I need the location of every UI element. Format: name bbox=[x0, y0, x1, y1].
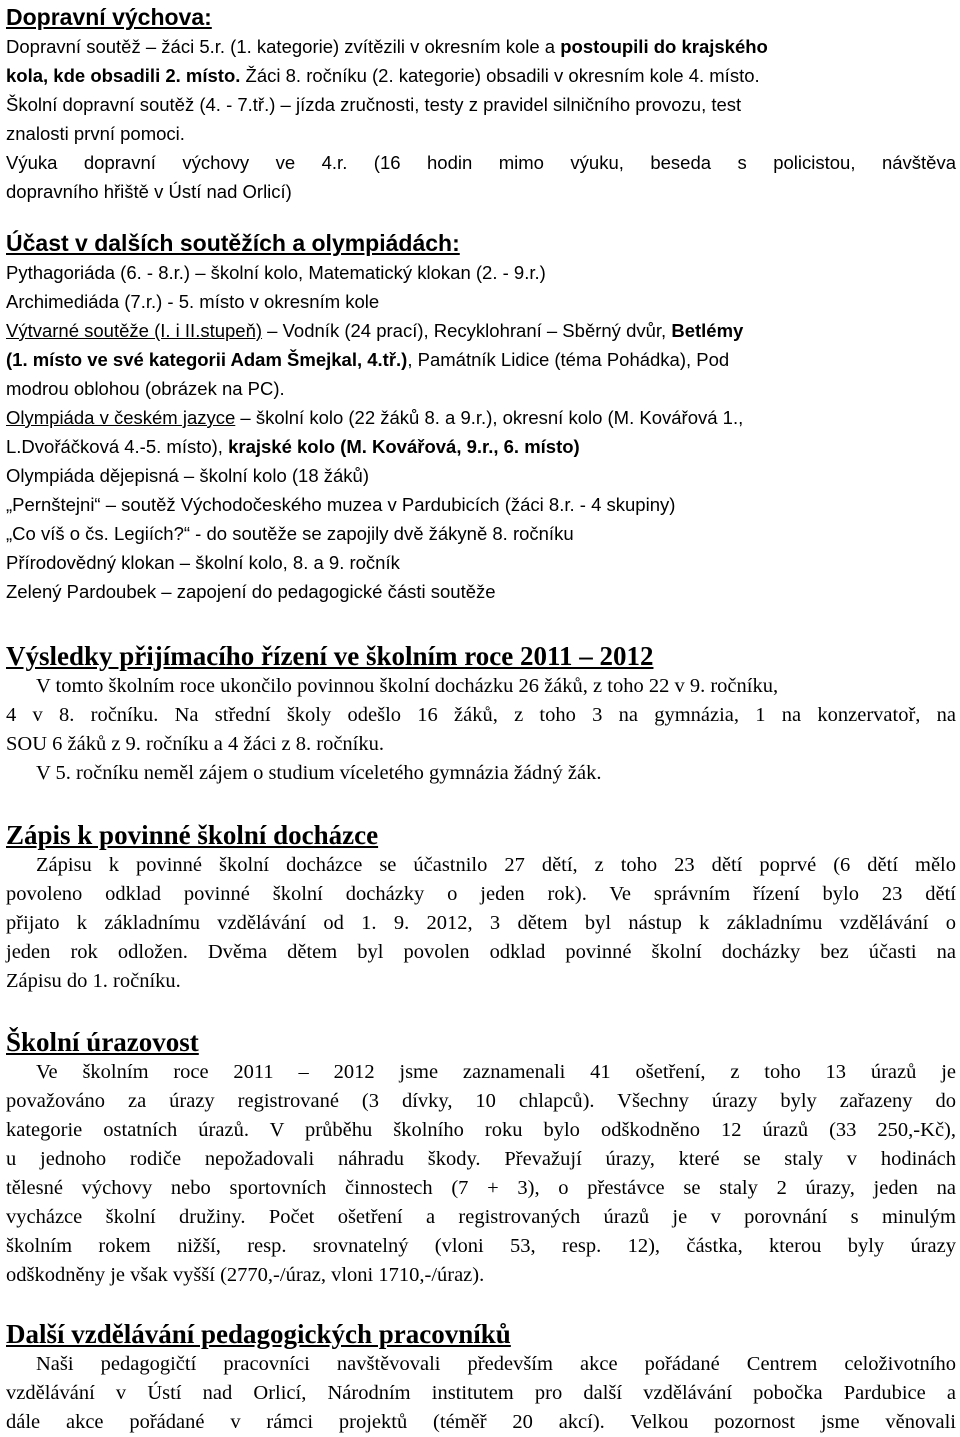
text-line: přijato k základnímu vzdělávání od 1. 9. 2012, 3 dětem byl nástup k základnímu vzdělávání o bbox=[6, 912, 956, 934]
text-line: V tomto školním roce ukončilo povinnou školní docházku 26 žáků, z toho 22 v 9. ročníku, bbox=[36, 675, 779, 697]
text-line: modrou oblohou (obrázek na PC). bbox=[6, 378, 285, 399]
text-line: kategorie ostatních úrazů. V průběhu školního roku bylo odškodněno 12 úrazů (33 250,-Kč), bbox=[6, 1119, 956, 1141]
text-line: dále akce pořádané v rámci projektů (téměř 20 akcí). Velkou pozornost jsme věnovali bbox=[6, 1411, 956, 1433]
text-line: Olympiáda v českém jazyce – školní kolo (22 žáků 8. a 9.r.), okresní kolo (M. Kovářová 1., bbox=[6, 407, 744, 428]
section-title: Školní úrazovost bbox=[6, 1027, 199, 1057]
text-line: kola, kde obsadili 2. místo. Žáci 8. ročníku (2. kategorie) obsadili v okresním kole 4. místo. bbox=[6, 65, 760, 86]
text-line: Naši pedagogičtí pracovníci navštěvovali především akce pořádané Centrem celoživotního bbox=[36, 1353, 956, 1375]
text-line: 4 v 8. ročníku. Na střední školy odešlo 16 žáků, z toho 3 na gymnázia, 1 na konzervatoř, na bbox=[6, 704, 956, 726]
section-title: Zápis k povinné školní docházce bbox=[6, 820, 379, 850]
text-line: Výuka dopravní výchovy ve 4.r. (16 hodin mimo výuku, beseda s policistou, návštěva bbox=[6, 152, 956, 173]
text-line: Ve školním roce 2011 – 2012 jsme zaznamenali 41 ošetření, z toho 13 úrazů je bbox=[36, 1061, 956, 1083]
text-line: vycházce školní družiny. Počet ošetření a registrovaných úrazů je v porovnání s minulým bbox=[6, 1206, 956, 1228]
section-title: Další vzdělávání pedagogických pracovníků bbox=[6, 1319, 511, 1349]
section-vzdelavani bbox=[6, 1318, 956, 1437]
text-line: Přírodovědný klokan – školní kolo, 8. a 9. ročník bbox=[6, 552, 400, 573]
text-line: školním rokem nižší, resp. srovnatelný (vloni 53, resp. 12), částka, kterou byly úrazy bbox=[6, 1235, 956, 1257]
text-line: Zápisu do 1. ročníku. bbox=[6, 970, 181, 992]
text-line: znalosti první pomoci. bbox=[6, 123, 185, 144]
section-title: Účast v dalších soutěžích a olympiádách: bbox=[6, 230, 460, 256]
text-line: jeden rok odložen. Dvěma dětem byl povolen odklad povinné školní docházky bez účasti na bbox=[6, 941, 956, 963]
text-line: Olympiáda dějepisná – školní kolo (18 žáků) bbox=[6, 465, 369, 486]
text-line: (1. místo ve své kategorii Adam Šmejkal, 4.tř.), Památník Lidice (téma Pohádka), Pod bbox=[6, 349, 730, 370]
text-line: V 5. ročníku neměl zájem o studium víceletého gymnázia žádný žák. bbox=[36, 762, 602, 784]
text-line: Pythagoriáda (6. - 8.r.) – školní kolo, Matematický klokan (2. - 9.r.) bbox=[6, 262, 546, 283]
text-line: u jednoho rodiče nepožadovali náhradu škody. Převažují úrazy, které se staly v hodinách bbox=[6, 1148, 956, 1170]
text-line: vzdělávání v Ústí nad Orlicí, Národním institutem pro další vzdělávání pobočka Pardubice a bbox=[6, 1382, 956, 1404]
text-line: považováno za úrazy registrované (3 dívky, 10 chlapců). Všechny úrazy byly zařazeny do bbox=[6, 1090, 956, 1112]
text-line: SOU 6 žáků z 9. ročníku a 4 žáci z 8. ročníku. bbox=[6, 733, 384, 755]
section-ucast bbox=[6, 228, 956, 606]
text-line: „Pernštejni“ – soutěž Východočeského muzea v Pardubicích (žáci 8.r. - 4 skupiny) bbox=[6, 494, 676, 515]
text-line: Archimediáda (7.r.) - 5. místo v okresním kole bbox=[6, 291, 380, 312]
text-line: dopravního hřiště v Ústí nad Orlicí) bbox=[6, 181, 292, 202]
text-line: povoleno odklad povinné školní docházky o jeden rok). Ve správním řízení bylo 23 dětí bbox=[6, 883, 956, 905]
section-zapis bbox=[6, 819, 956, 996]
text-line: L.Dvořáčková 4.-5. místo), krajské kolo (M. Kovářová, 9.r., 6. místo) bbox=[6, 436, 580, 457]
section-vysledky bbox=[6, 640, 956, 788]
text-line: Zápisu k povinné školní docházce se účastnilo 27 dětí, z toho 23 dětí poprvé (6 dětí mělo bbox=[36, 854, 956, 876]
text-line: Školní dopravní soutěž (4. - 7.tř.) – jízda zručnosti, testy z pravidel silničního provozu, test bbox=[6, 94, 742, 115]
section-dopravni-vychova bbox=[6, 2, 956, 206]
text-line: odškodněny je však vyšší (2770,-/úraz, vloni 1710,-/úraz). bbox=[6, 1264, 485, 1286]
text-line: Zelený Pardoubek – zapojení do pedagogické části soutěže bbox=[6, 581, 496, 602]
text-line: tělesné výchovy nebo sportovních činnostech (7 + 3), o přestávce se staly 2 úrazy, jeden na bbox=[6, 1177, 956, 1199]
section-urazovost bbox=[6, 1026, 956, 1290]
text-line: Dopravní soutěž – žáci 5.r. (1. kategorie) zvítězili v okresním kole a postoupili do krajského bbox=[6, 36, 768, 57]
text-line: Výtvarné soutěže (I. i II.stupeň) – Vodník (24 prací), Recyklohraní – Sběrný dvůr, Betlémy bbox=[6, 320, 744, 341]
section-title: Výsledky přijímacího řízení ve školním roce 2011 – 2012 bbox=[6, 641, 654, 671]
section-title: Dopravní výchova: bbox=[6, 4, 212, 30]
text-line: „Co víš o čs. Legiích?“ - do soutěže se zapojily dvě žákyně 8. ročníku bbox=[6, 523, 574, 544]
